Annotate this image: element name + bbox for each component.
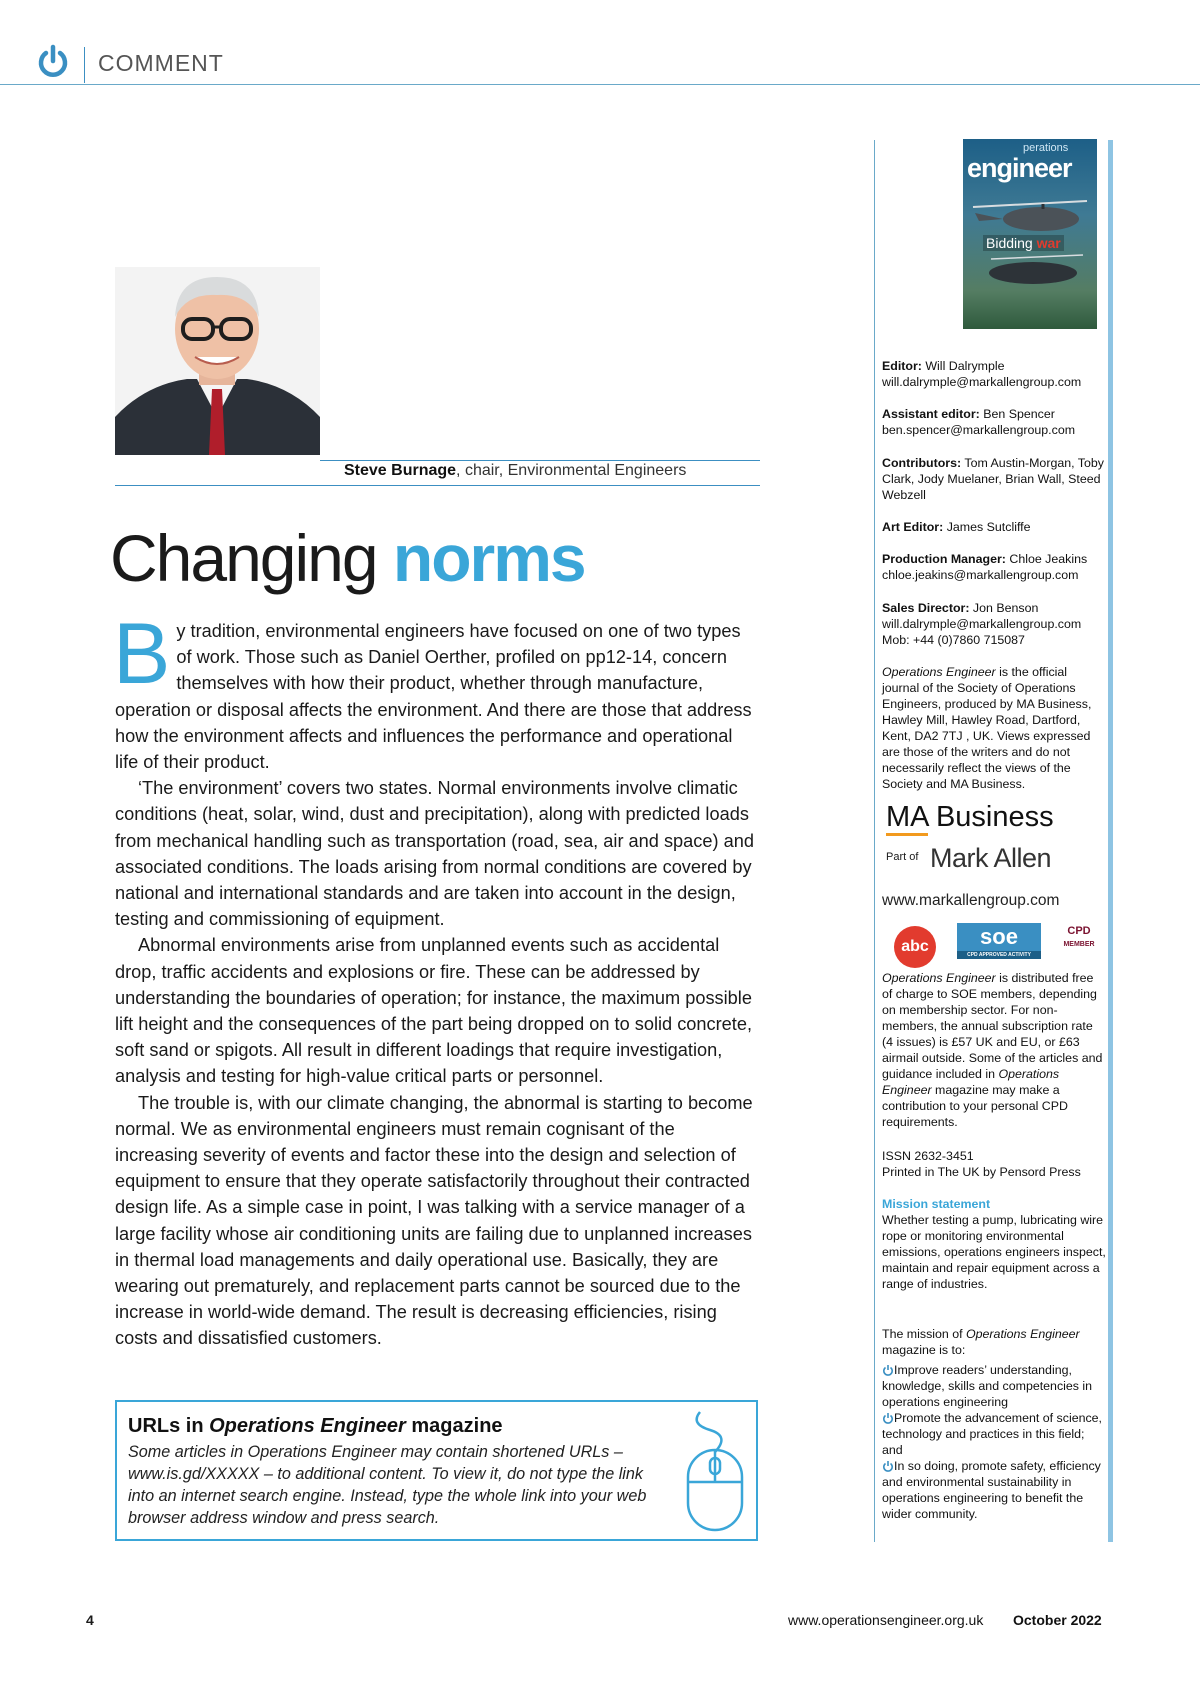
mission-intro-b: magazine is to: <box>882 1343 966 1357</box>
footer-date: October 2022 <box>1013 1612 1102 1628</box>
bullet-text: Promote the advancement of science, technology and practices in this field; and <box>882 1411 1103 1457</box>
page-number: 4 <box>86 1612 94 1628</box>
about-text: is the official journal of the Society of Operations Engineers, produced by MA Business, Hawley Mill, Hawley Road, Dartford, Kent, DA2 7TJ , UK. Views expressed are those of the writers and do not necessarily reflect the views of the Society and MA Business. <box>882 665 1092 791</box>
caption-rule-top <box>320 460 760 461</box>
sales-mobile: Mob: +44 (0)7860 715087 <box>882 633 1025 647</box>
prod-label: Production Manager: <box>882 552 1006 566</box>
section-label: COMMENT <box>98 50 224 76</box>
author-role: , chair, Environmental Engineers <box>456 462 687 479</box>
cover-line-a: Bidding <box>986 235 1037 251</box>
url-box-title <box>128 1415 503 1438</box>
abc-logo: abc <box>894 926 936 968</box>
ma-logo-ma: MA <box>886 801 928 836</box>
author-photo <box>115 267 320 455</box>
headline <box>110 518 585 598</box>
cpd-logo-text: CPD <box>1067 925 1091 937</box>
author-caption <box>344 462 686 480</box>
cover-line-b: war <box>1036 235 1061 251</box>
cover-brand: engineer <box>967 153 1072 183</box>
masthead-art-editor <box>882 519 1107 535</box>
masthead-production <box>882 551 1107 583</box>
paragraph: The trouble is, with our climate changing, the abnormal is starting to become normal. We as environmental engineers must remain cognisant of the increasing severity of events and factor these into the design and selection of equipment to ensure that they operate satisfactorily throughout their contracted design life. As a simple case in point, I was talking with a service manager of a large facility whose air conditioning units are failing due to unplanned increases in thermal load managements and daily operational use. Basically, they are wearing out prematurely, and replacement parts cannot be sourced due to the increase in world-wide demand. The result is decreasing efficiencies, rising costs and dissatisfied customers. <box>115 1092 753 1349</box>
mission-bullets <box>882 1362 1107 1522</box>
dist-title2: Operations Engineer <box>882 1067 1060 1097</box>
header-rule <box>0 84 1200 85</box>
ma-logo-business: Business <box>927 801 1054 833</box>
sales-email: will.dalrymple@markallengroup.com <box>882 617 1082 631</box>
bullet-text: Improve readers’ understanding, knowledge, skills and competencies in operations engineering <box>882 1363 1093 1409</box>
asst-name: Ben Spencer <box>979 407 1055 421</box>
headline-part1: Changing <box>110 521 393 595</box>
caption-rule-bottom <box>115 485 760 486</box>
url-title-magazine: Operations Engineer <box>209 1415 406 1437</box>
distribution-note <box>882 970 1107 1130</box>
masthead-sales <box>882 600 1107 648</box>
asst-email: ben.spencer@markallengroup.com <box>882 423 1076 437</box>
paragraph <box>113 606 760 775</box>
mission-bullet <box>882 1458 1107 1522</box>
soe-logo-text: soe <box>980 924 1018 949</box>
url-title-c: magazine <box>405 1415 503 1437</box>
url-box-text: Some articles in Operations Engineer may contain shortened URLs – www.is.gd/XXXXX – to additional content. To view it, do not type the link into an internet search engine. Instead, type the whole link into your web browser address window and press search. <box>128 1443 647 1527</box>
about-title: Operations Engineer <box>882 665 996 679</box>
ma-business-logo <box>886 801 1054 834</box>
printer: Printed in The UK by Pensord Press <box>882 1165 1081 1179</box>
drop-cap: B <box>113 606 171 702</box>
footer-url: www.operationsengineer.org.uk <box>788 1612 984 1628</box>
paragraph: Abnormal environments arise from unplanned events such as accidental drop, traffic accidents and explosions or fire. These can be addressed by understanding the boundaries of operation; for instance, the maximum possible lift height and the consequences of the part being dropped on to solid concrete, soft sand or spigots. All result in different loadings that require investigation, analysis and testing for high-value critical parts or personnel. <box>115 935 753 1087</box>
headline-part2: norms <box>392 521 585 595</box>
mission-intro-title: Operations Engineer <box>966 1327 1080 1341</box>
mission-intro <box>882 1326 1107 1358</box>
art-name: James Sutcliffe <box>943 520 1031 534</box>
dist-title: Operations Engineer <box>882 971 996 985</box>
dist-text-a: is distributed free of charge to SOE members, depending on membership sector. For non-members, the annual subscription rate (4 issues) is £57 UK and EU, or £63 airmail outside. Some of the articles and guidance included in <box>882 971 1103 1081</box>
art-label: Art Editor: <box>882 520 944 534</box>
soe-cpd-logo <box>957 923 1041 959</box>
soe-logo-sub: CPD APPROVED ACTIVITY <box>957 951 1041 959</box>
mark-allen-url: www.markallengroup.com <box>882 892 1060 909</box>
editor-label: Editor: <box>882 359 922 373</box>
dist-text-b: magazine may make a contribution to your personal CPD requirements. <box>882 1083 1068 1129</box>
article-body <box>113 606 760 1352</box>
editor-name: Will Dalrymple <box>921 359 1005 373</box>
sales-label: Sales Director: <box>882 601 970 615</box>
header-divider <box>84 47 85 83</box>
cpd-member-logo <box>1063 925 1095 961</box>
masthead-about <box>882 664 1107 792</box>
computer-mouse-icon <box>670 1406 760 1534</box>
power-icon <box>882 1460 894 1472</box>
masthead-assistant-editor <box>882 406 1107 438</box>
mark-allen-logo: Mark Allen <box>930 843 1052 873</box>
masthead-editor <box>882 358 1107 390</box>
sidebar-rule <box>874 140 875 1542</box>
power-icon <box>882 1412 894 1424</box>
cpd-logo-sub: MEMBER <box>1063 941 1095 948</box>
paragraph-text: y tradition, environmental engineers have focused on one of two types of work. Those such as Daniel Oerther, profiled on pp12-14, concern themselves with how their product, whether through manufacture, operation or disposal affects the environment. And there are those that address how the environment affects and influences the performance and operational life of their product. <box>115 621 752 773</box>
asst-label: Assistant editor: <box>882 407 980 421</box>
mission-intro-a: The mission of <box>882 1327 967 1341</box>
magazine-cover <box>963 139 1097 329</box>
url-title-a: URLs in <box>128 1415 210 1437</box>
prod-email: chloe.jeakins@markallengroup.com <box>882 568 1079 582</box>
power-icon <box>36 44 70 80</box>
author-name: Steve Burnage <box>344 462 457 479</box>
part-of-label: Part of <box>886 851 919 863</box>
contrib-names: Tom Austin-Morgan, Toby Clark, Jody Muelaner, Brian Wall, Steed Webzell <box>882 456 1104 502</box>
contrib-label: Contributors: <box>882 456 962 470</box>
masthead-contributors <box>882 455 1107 503</box>
power-icon <box>882 1364 894 1376</box>
prod-name: Chloe Jeakins <box>1005 552 1088 566</box>
editor-email: will.dalrymple@markallengroup.com <box>882 375 1082 389</box>
mission-bullet <box>882 1410 1107 1458</box>
mission-bullet <box>882 1362 1107 1410</box>
mission-heading: Mission statement <box>882 1197 991 1211</box>
cover-line <box>983 235 1064 251</box>
paragraph: ‘The environment’ covers two states. Normal environments involve climatic conditions (heat, solar, wind, dust and precipitation), along with predicted loads from mechanical handling such as transportation (road, sea, air and space) and associated conditions. The loads arising from normal conditions are covered by national and international standards and are taken into account in the design, testing and commissioning of equipment. <box>115 778 754 930</box>
cover-brand-top: perations <box>1023 142 1069 154</box>
sidebar-accent-bar <box>1108 140 1113 1542</box>
issn: ISSN 2632-3451 <box>882 1149 974 1163</box>
issn-info <box>882 1148 1107 1180</box>
sales-name: Jon Benson <box>969 601 1039 615</box>
bullet-text: In so doing, promote safety, efficiency and environmental sustainability in operations engineering to benefit the wider community. <box>882 1459 1101 1521</box>
mission-statement <box>882 1196 1107 1292</box>
mission-text: Whether testing a pump, lubricating wire rope or monitoring environmental emissions, operations engineers inspect, maintain and repair equipment across a range of industries. <box>882 1213 1106 1291</box>
